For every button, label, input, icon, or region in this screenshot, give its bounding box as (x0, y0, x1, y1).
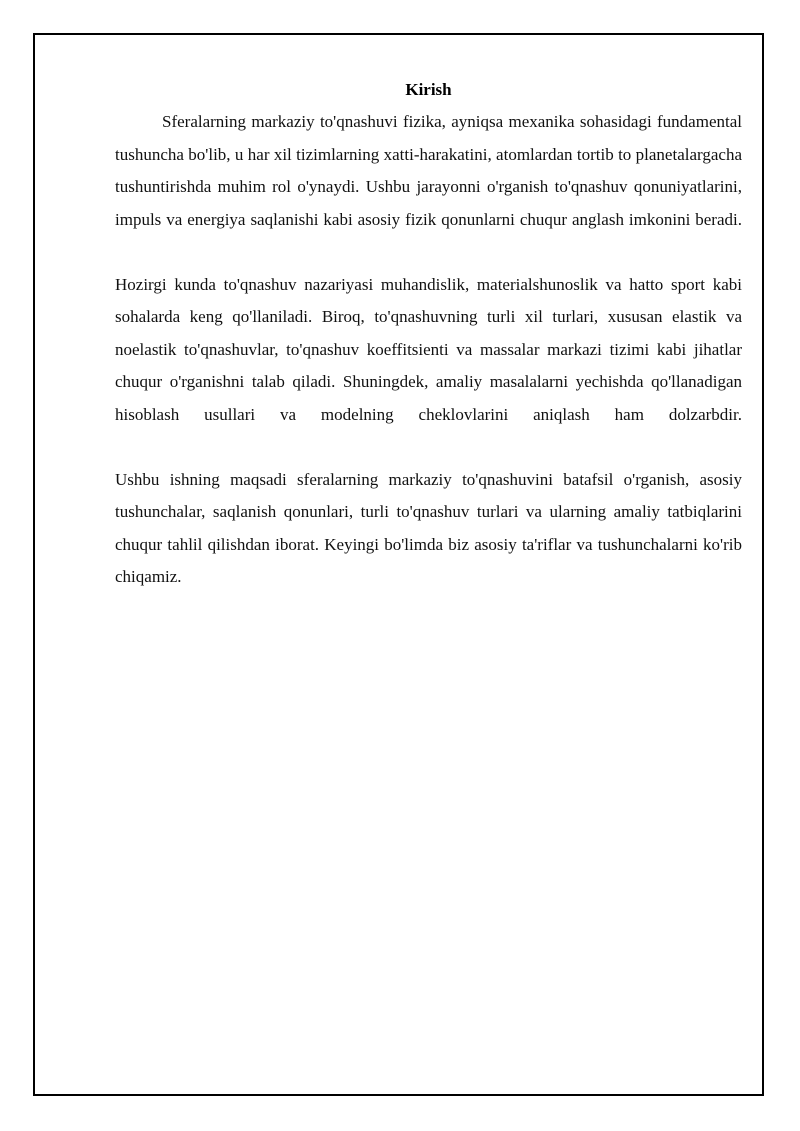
paragraph-spacer (115, 236, 742, 269)
document-body (115, 74, 742, 594)
paragraph-relevance: Hozirgi kunda to'qnashuv nazariyasi muhandislik, materialshunoslik va hatto sport kabi sohalarda keng qo'llaniladi. Biroq, to'qnashuvning turli xil turlari, xususan elastik va noelastik to'qnashuvlar, to'qnashuv koeffitsienti va massalar markazi tizimi kabi jihatlar chuqur o'rganishni talab qiladi. Shuningdek, amaliy masalalarni yechishda qo'llanadigan hisoblash usullari va modelning cheklovlarini aniqlash ham dolzarbdir. (115, 274, 742, 424)
paragraph-intro: Sferalarning markaziy to'qnashuvi fizika, ayniqsa mexanika sohasidagi fundamental tushuncha bo'lib, u har xil tizimlarning xatti-harakatini, atomlardan tortib to planetalargacha tushuntirishda muhim rol o'ynaydi. Ushbu jarayonni o'rganish to'qnashuv qonuniyatlarini, impuls va energiya saqlanishi kabi asosiy fizik qonunlarni chuqur anglash imkonini beradi. (115, 112, 742, 229)
paragraph-spacer (115, 431, 742, 464)
section-title: Kirish (405, 80, 452, 99)
paragraph-aim: Ushbu ishning maqsadi sferalarning markaziy to'qnashuvini batafsil o'rganish, asosiy tushunchalar, saqlanish qonunlari, turli to'qnashuv turlari va ularning amaliy tatbiqlarini chuqur tahlil qilishdan iborat. Keyingi bo'limda biz asosiy ta'riflar va tushunchalarni ko'rib chiqamiz. (115, 469, 742, 586)
